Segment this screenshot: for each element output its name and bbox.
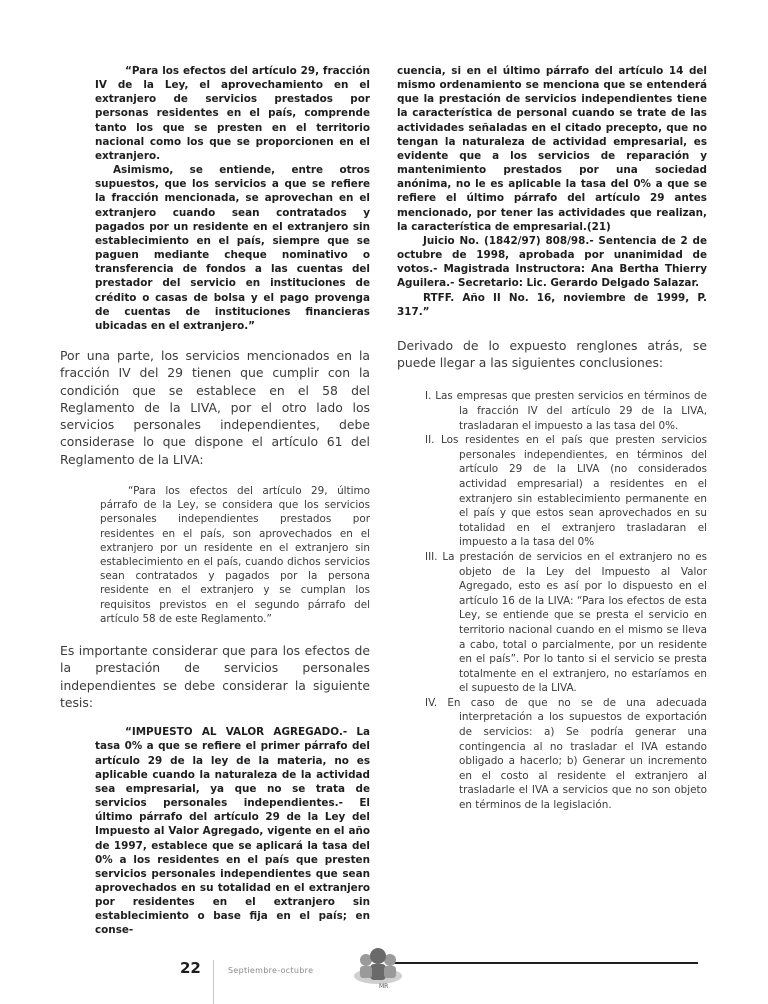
body-paragraph: Derivado de lo expuesto renglones atrás, se puede llegar a las siguientes conclusiones: <box>397 337 707 371</box>
quote-tesis <box>95 725 370 937</box>
conclusions-list <box>425 389 707 812</box>
logo-text: MR <box>379 983 389 990</box>
quote-tesis-continued <box>397 64 707 319</box>
quote-articulo-61 <box>100 484 370 626</box>
quote-paragraph: “IMPUESTO AL VALOR AGREGADO.- La tasa 0% a que se refiere el primer párrafo del artículo 29 de la ley de la materia, no es aplicable cuando la naturaleza de la actividad sea empresarial, ya que no se trata de servicios personales independientes.- El último párrafo del artículo 29 de la Ley del Impuesto al Valor Agregado, vigente en el año de 1997, establece que se aplicará la tasa del 0% a los residentes en el país que presten servicios personales independientes que sean aprovechados en su totalidad en el extranjero por residentes en el extranjero sin establecimiento o base fija en el país; en conse- <box>95 726 370 937</box>
quote-paragraph: cuencia, si en el último párrafo del artículo 14 del mismo ordenamiento se menciona que se entenderá que la prestación de servicios independientes tiene la característica de personal cuando se trate de las actividades señaladas en el citado precepto, que no tengan la naturaleza de actividad empresarial, es evidente que a los servicios de reparación y mantenimiento prestados por una sociedad anónima, no le es aplicable la tasa del 0% a que se refiere el último párrafo del artículo 29 antes mencionado, por tener las actividades que realizan, la característica de empresarial.(21) <box>397 65 707 233</box>
list-item: IV. En caso de que no se de una adecuada interpretación a los supuestos de exportación de servicios: a) Se podría generar una contingencia al no trasladar el IVA estando obligado a hacerlo; b) Generar un incremento en el costo al residente el extranjero al trasladarle el IVA a servicios que no son objeto en términos de la legislación. <box>425 696 707 812</box>
footer-divider <box>213 960 214 1004</box>
footer-rule <box>390 962 698 964</box>
right-column <box>397 64 707 813</box>
list-item: III. La prestación de servicios en el extranjero no es objeto de la Ley del Impuesto al Valor Agregado, esto es así por lo dispuesto en el artículo 16 de la LIVA: “Para los efectos de esta Ley, se entiende que se presta el servicio en territorio nacional cuando en el mismo se lleva a cabo, total o parcialmente, por un residente en el país”. Por lo tanto si el servicio se presta totalmente en el extranjero, no estaríamos en el supuesto de la LIVA. <box>425 550 707 695</box>
quote-articulo-58 <box>95 64 370 333</box>
juicio-citation: Juicio No. (1842/97) 808/98.- Sentencia de 2 de octubre de 1998, aprobada por unanimidad de votos.- Magistrada Instructora: Ana Bertha Thierry Aguilera.- Secretario: Lic. Gerardo Delgado Salazar. <box>397 234 707 290</box>
body-paragraph: Es importante considerar que para los efectos de la prestación de servicios personales independientes se debe considerar la siguiente tesis: <box>60 643 370 710</box>
quote-paragraph: “Para los efectos del artículo 29, último párrafo de la Ley, se considera que los servicios personales independientes prestados por residentes en el país, son aprovechados en el extranjero por un residente en el extranjero sin establecimiento en el país, cuando dichos servicios sean contratados y pagados por la persona residente en el extranjero y se cumplan los requisitos previstos en el segundo párrafo del artículo 58 de este Reglamento.” <box>100 485 370 625</box>
quote-paragraph: “Para los efectos del artículo 29, fracción IV de la Ley, el aprovechamiento en el extranjero de servicios prestados por personas residentes en el país, comprende tanto los que se presten en el territorio nacional como los que se proporcionen en el extranjero. <box>95 65 370 162</box>
left-column <box>60 64 370 938</box>
page-number: 22 <box>180 959 201 977</box>
quote-paragraph: Asimismo, se entiende, entre otros supuestos, que los servicios a que se refiere la fracción mencionada, se aprovechan en el extranjero cuando sean contratados y pagados por un residente en el extranjero sin establecimiento en el país, siempre que se paguen mediante cheque nominativo o transferencia de fondos a las cuentas del prestador del servicio en instituciones de crédito o casas de bolsa y el pago provenga de cuentas de instituciones financieras ubicadas en el extranjero.” <box>95 164 370 332</box>
rtff-citation: RTFF. Año II No. 16, noviembre de 1999, P. 317.” <box>397 291 707 318</box>
issue-label: Septiembre-octubre <box>228 966 314 975</box>
list-item: I. Las empresas que presten servicios en términos de la fracción IV del artículo 29 de la LIVA, trasladaran el impuesto a las tasa del 0%. <box>425 390 707 432</box>
publisher-logo-icon <box>352 946 404 990</box>
body-paragraph: Por una parte, los servicios mencionados en la fracción IV del 29 tienen que cumplir con la condición que se establece en el 58 del Reglamento de la LIVA, por el otro lado los servicios personales independientes, debe considerase lo que dispone el artículo 61 del Reglamento de la LIVA: <box>60 347 370 467</box>
list-item: II. Los residentes en el país que presten servicios personales independientes, en términos del artículo 29 de la LIVA (no considerados actividad empresarial) a residentes en el extranjero sin establecimiento permanente en el país y que estos sean aprovechados en su totalidad en el extranjero trasladaran el impuesto a la tasa del 0% <box>425 434 707 549</box>
